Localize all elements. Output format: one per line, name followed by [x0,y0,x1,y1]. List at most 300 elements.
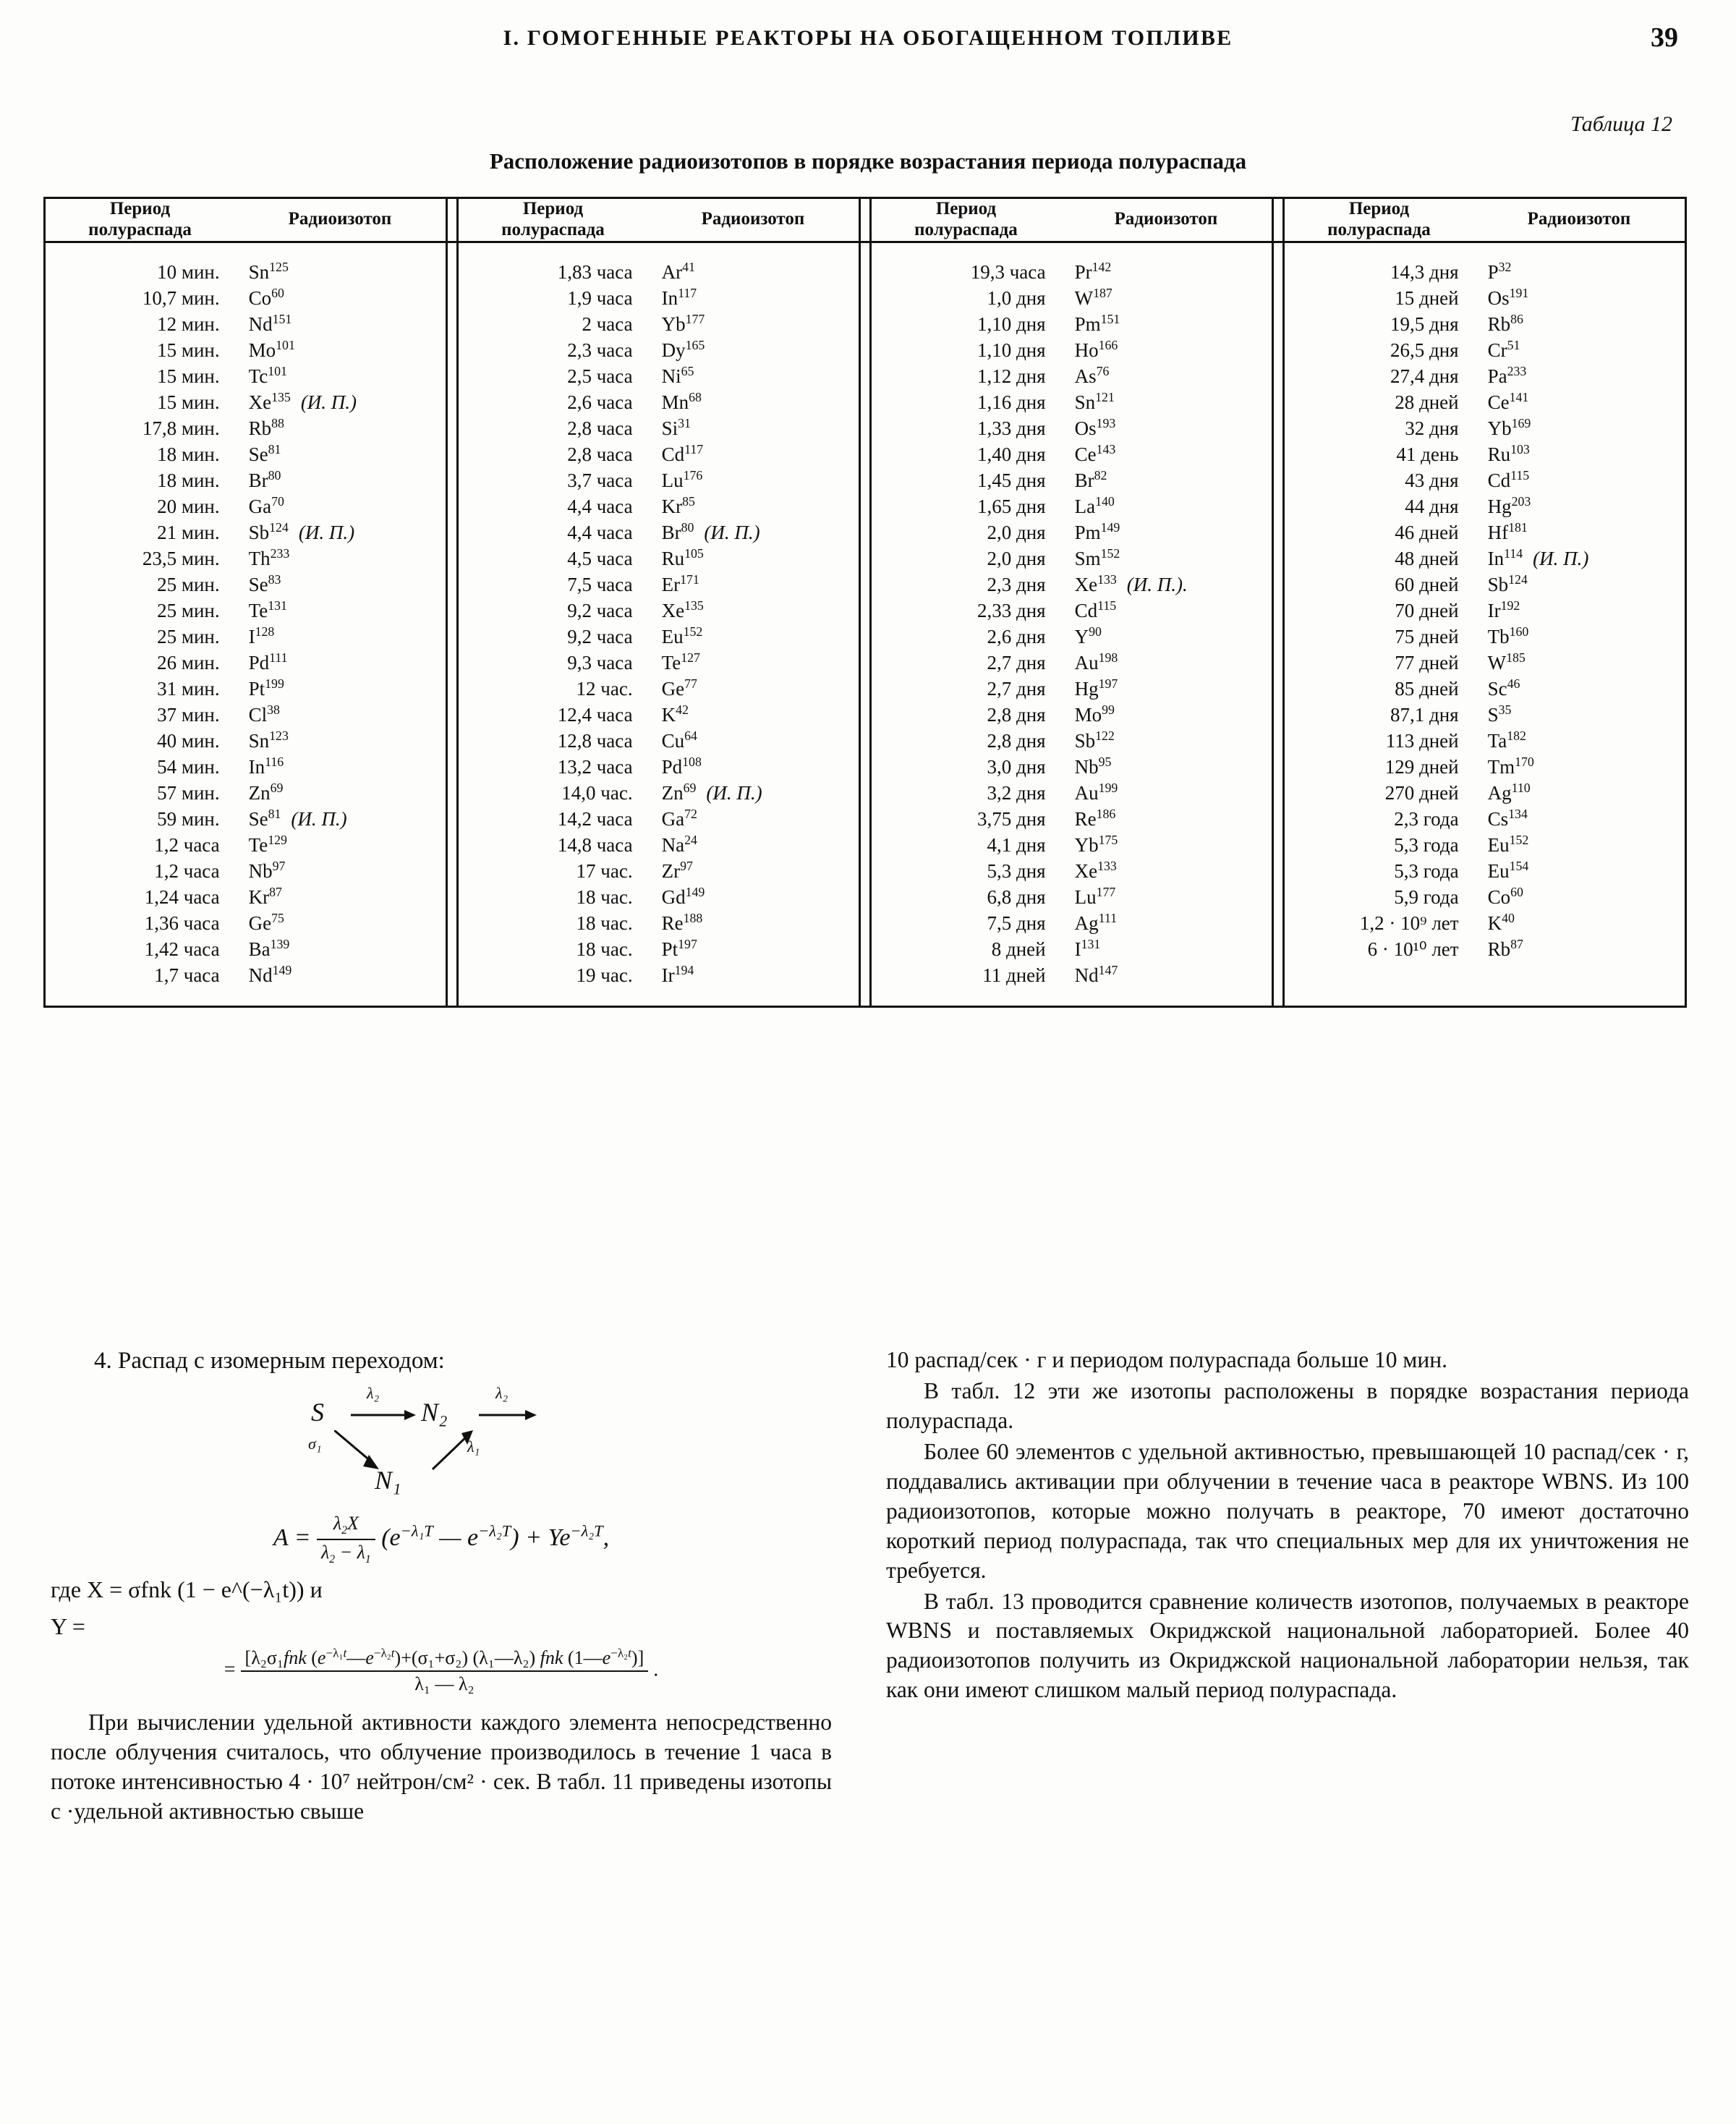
cell-isotope: Cu$^{64}$ [661,728,697,752]
cell-half-life: 10,7 мин. [142,286,220,309]
cell-half-life: 18 мин. [157,469,220,491]
right-paragraph-2: В табл. 12 эти же изотопы расположены в порядке возрастания периода полураспада. [886,1377,1689,1433]
cell-half-life: 41 день [1396,443,1459,465]
cell-isotope: Br$^{80}$ [248,467,281,491]
table-row [872,650,1272,676]
cell-isotope-note: (И. П.). [1126,573,1188,595]
cell-half-life: 5,3 года [1394,860,1459,883]
page-number: 39 [1651,22,1678,53]
cell-half-life: 3,0 дня [987,756,1046,778]
right-column [886,1346,1689,1707]
cell-isotope: Au$^{198}$ [1074,650,1118,674]
table-row [872,415,1272,441]
cell-isotope-note: (И. П.) [291,808,347,831]
cell-isotope: Xe$^{135}$ (И. П.) [248,389,357,413]
cell-half-life: 25 мин. [157,625,220,647]
cell-isotope-note: (И. П.) [298,521,355,543]
table-row [1285,754,1685,780]
table-row [872,441,1272,467]
table-row [46,728,446,754]
table-row [1285,519,1685,545]
cell-isotope: $W^{187}$ [1074,285,1112,309]
table-row [459,832,859,858]
table-row [46,467,446,493]
cell-isotope: $K^{42}$ [661,702,689,726]
cell-isotope: Pt$^{197}$ [661,937,697,961]
diagram-sigma1: σ₁ [308,1434,322,1453]
table-row [46,754,446,780]
table-number: Таблица 12 [1570,112,1672,136]
cell-isotope: Cs$^{134}$ [1487,807,1528,831]
cell-half-life: 2 часа [582,313,633,335]
cell-isotope: Pd$^{108}$ [661,755,702,778]
cell-isotope: Yb$^{169}$ [1487,415,1531,439]
cell-isotope: Ga$^{72}$ [661,807,697,831]
cell-isotope: Xe$^{133}$ [1074,859,1117,883]
cell-half-life: 18 мин. [157,443,220,465]
table-block-3 [870,242,1272,1007]
table-row [1285,285,1685,311]
cell-half-life: 44 дня [1405,495,1459,517]
cell-half-life: 18 час. [576,886,633,909]
table-row [1285,337,1685,363]
cell-isotope: Na$^{24}$ [661,833,697,857]
table-row [872,858,1272,884]
cell-half-life: 26 мин. [157,651,220,674]
cell-isotope: Zr$^{97}$ [661,859,693,883]
cell-isotope: Co$^{60}$ [1487,885,1523,909]
table-row [459,936,859,962]
table-row [1285,910,1685,936]
cell-isotope: Nb$^{95}$ [1074,755,1112,778]
cell-half-life: 87,1 дня [1390,704,1459,726]
decay-diagram [51,1384,832,1507]
table-row [1285,598,1685,624]
header-period-2: Период полураспада [501,199,605,239]
cell-isotope: Ba$^{139}$ [248,937,290,961]
table-row [872,624,1272,650]
cell-isotope: Kr$^{85}$ [661,493,695,517]
cell-isotope: Yb$^{175}$ [1074,833,1118,857]
cell-half-life: 6 · 10¹⁰ лет [1367,938,1459,961]
cell-isotope: Er$^{171}$ [661,572,699,595]
table-row [872,467,1272,493]
cell-isotope: $I^{131}$ [1074,937,1101,961]
cell-isotope: Sm$^{152}$ [1074,545,1120,569]
table-row [46,415,446,441]
cell-isotope: Re$^{188}$ [661,911,703,935]
column-separator-2 [859,198,870,242]
table-row [872,363,1272,389]
cell-isotope: Cd$^{117}$ [661,441,704,465]
table-row [459,598,859,624]
cell-isotope: Tc$^{101}$ [248,363,287,387]
cell-isotope: Ce$^{143}$ [1074,441,1116,465]
table-row [459,572,859,598]
cell-isotope: Ni$^{65}$ [661,363,694,387]
cell-isotope: Cl$^{38}$ [248,702,280,726]
cell-half-life: 57 мин. [157,782,220,804]
diagram-n1: N₁ [375,1465,401,1495]
cell-half-life: 2,0 дня [987,521,1046,543]
table-row [459,702,859,728]
table-row [46,806,446,832]
cell-half-life: 11 дней [982,964,1046,987]
cell-half-life: 60 дней [1395,573,1459,595]
header-period-1: Период полураспада [88,199,192,239]
cell-half-life: 9,2 часа [567,625,633,647]
where-line: где X = σfnk (1 − e^(−λ₁t)) и [51,1576,323,1603]
cell-isotope-note: (И. П.) [1533,547,1589,569]
table-row [46,259,446,285]
table-row [459,910,859,936]
cell-half-life: 43 дня [1405,469,1459,491]
cell-half-life: 1,45 дня [977,469,1046,491]
cell-half-life: 12,8 часа [557,730,633,752]
cell-half-life: 1,12 дня [977,365,1046,387]
cell-half-life: 15 мин. [157,339,220,361]
cell-half-life: 1,7 часа [154,964,220,987]
table-row [1285,624,1685,650]
cell-isotope: Ce$^{141}$ [1487,389,1529,413]
column-separator-1b [446,242,457,1007]
cell-isotope: La$^{140}$ [1074,493,1115,517]
cell-half-life: 12 час. [576,678,633,700]
cell-isotope: Te$^{129}$ [248,833,287,857]
cell-isotope: Ge$^{75}$ [248,911,284,935]
column-separator-3 [1272,198,1283,242]
cell-half-life: 1,36 часа [144,912,220,935]
cell-isotope: Se$^{83}$ [248,572,281,595]
cell-isotope: Pr$^{142}$ [1074,259,1112,283]
cell-half-life: 12 мин. [157,313,220,335]
table-row [459,389,859,415]
cell-half-life: 25 мин. [157,573,220,595]
table-row [46,311,446,337]
cell-half-life: 59 мин. [157,808,220,831]
cell-half-life: 3,2 дня [987,782,1046,804]
cell-isotope: Te$^{131}$ [248,598,287,621]
cell-isotope: Pt$^{199}$ [248,676,284,700]
table-row [872,728,1272,754]
cell-half-life: 2,7 дня [987,651,1046,674]
cell-isotope: Os$^{191}$ [1487,285,1529,309]
cell-isotope: $Y^{90}$ [1074,624,1102,647]
header-isotope-4: Радиоизотоп [1527,209,1631,229]
cell-isotope: Sn$^{121}$ [1074,389,1115,413]
cell-half-life: 19 час. [576,964,633,987]
cell-half-life: 12,4 часа [557,704,633,726]
cell-isotope: Se$^{81}$ [248,441,281,465]
cell-isotope: Xe$^{133}$ (И. П.). [1074,572,1188,595]
cell-isotope: Pm$^{151}$ [1074,311,1120,335]
table-row [872,780,1272,806]
table-header-row [45,198,1686,242]
cell-isotope: Pa$^{233}$ [1487,363,1527,387]
table-row [46,363,446,389]
table-row [459,728,859,754]
section-heading: 4. Распад с изомерным переходом: [94,1348,445,1374]
table-row [46,493,446,519]
cell-half-life: 15 мин. [157,365,220,387]
diagram-arrow-2 [479,1406,537,1424]
cell-isotope: Si$^{31}$ [661,415,691,439]
cell-half-life: 54 мин. [157,756,220,778]
cell-half-life: 1,2 часа [154,834,220,857]
cell-isotope: Eu$^{152}$ [661,624,703,647]
table-row [1285,728,1685,754]
cell-isotope: Eu$^{152}$ [1487,833,1529,857]
cell-isotope: Nd$^{151}$ [248,311,292,335]
cell-isotope: $S^{35}$ [1487,702,1512,726]
cell-half-life: 19,5 дня [1390,313,1459,335]
cell-half-life: 1,33 дня [977,417,1046,439]
cell-half-life: 2,6 часа [567,391,633,413]
table-row [46,962,446,988]
right-paragraph-3: Более 60 элементов с удельной активностью, превышающей 10 распад/сек · г, поддавались активации при облучении в течение часа в реакторе WBNS. Из 100 радиоизотопов, которые можно получать в реакторе, 70 имеют достаточно короткий период полураспада, так что специальных мер для их уничтожения не требуется. [886,1438,1689,1583]
cell-half-life: 1,9 часа [567,286,633,309]
cell-half-life: 1,2 · 10⁹ лет [1359,912,1459,935]
table-row [46,676,446,702]
table-row [459,259,859,285]
table-row [459,467,859,493]
cell-isotope: Ir$^{194}$ [661,963,694,987]
cell-isotope: Cr$^{51}$ [1487,337,1520,361]
table-row [459,624,859,650]
cell-half-life: 21 мин. [157,521,220,543]
table-row [872,598,1272,624]
table-row [1285,884,1685,910]
cell-isotope: Pd$^{111}$ [248,650,288,674]
cell-isotope: Au$^{199}$ [1074,781,1118,804]
cell-isotope: $I^{128}$ [248,624,275,647]
table-row [1285,389,1685,415]
cell-half-life: 7,5 часа [567,573,633,595]
cell-isotope: Ho$^{166}$ [1074,337,1118,361]
cell-half-life: 20 мин. [157,495,220,517]
cell-isotope: Sn$^{123}$ [248,728,289,752]
cell-isotope: Rb$^{88}$ [248,415,284,439]
table-row [1285,467,1685,493]
cell-half-life: 28 дней [1395,391,1459,413]
cell-isotope: Ir$^{192}$ [1487,598,1520,621]
cell-half-life: 4,5 часа [567,547,633,569]
cell-isotope: Br$^{80}$ (И. П.) [661,519,760,543]
cell-half-life: 1,0 дня [987,286,1046,309]
table-row [872,910,1272,936]
table-row [1285,363,1685,389]
cell-half-life: 5,9 года [1394,886,1459,909]
table-row [459,363,859,389]
cell-isotope: Sn$^{125}$ [248,259,289,283]
cell-half-life: 7,5 дня [987,912,1046,935]
cell-isotope: Lu$^{176}$ [661,467,703,491]
cell-isotope: Hf$^{181}$ [1487,519,1528,543]
cell-isotope: Dy$^{165}$ [661,337,705,361]
table-row [459,311,859,337]
cell-half-life: 1,83 часа [557,260,633,283]
running-head: I. ГОМОГЕННЫЕ РЕАКТОРЫ НА ОБОГАЩЕННОМ ТОПЛИВЕ [503,26,1233,50]
table-row [459,884,859,910]
table-row [459,493,859,519]
cell-half-life: 1,10 дня [977,313,1046,335]
diagram-s: S [311,1397,324,1427]
cell-isotope: As$^{76}$ [1074,363,1110,387]
cell-isotope: Sb$^{124}$ (И. П.) [248,519,355,543]
left-paragraph: При вычислении удельной активности каждого элемента непосредственно после облучения считалось, что облучение производилось в течение 1 часа в потоке интенсивностью 4 · 10⁷ нейтрон/см² · сек. В табл. 11 приведены изотопы с ·удельной активностью свыше [51,1709,832,1824]
table-row [1285,936,1685,962]
table-row [46,519,446,545]
cell-half-life: 46 дней [1395,521,1459,543]
table-row [46,545,446,572]
table-row [459,806,859,832]
cell-isotope: Sb$^{124}$ [1487,572,1528,595]
cell-half-life: 9,3 часа [567,651,633,674]
cell-isotope: Ru$^{103}$ [1487,441,1530,465]
header-period-4: Период полураспада [1327,199,1431,239]
cell-half-life: 70 дней [1395,599,1459,621]
cell-half-life: 5,3 года [1394,834,1459,857]
text-columns [51,1346,1689,2091]
table-row [46,389,446,415]
cell-isotope: Cd$^{115}$ [1487,467,1530,491]
cell-half-life: 14,2 часа [557,808,633,831]
cell-half-life: 1,10 дня [977,339,1046,361]
cell-half-life: 113 дней [1385,730,1459,752]
table-row [1285,545,1685,572]
header-isotope-2: Радиоизотоп [701,209,805,229]
cell-half-life: 23,5 мин. [142,547,220,569]
table-row [872,389,1272,415]
table-row [46,780,446,806]
table-row [1285,806,1685,832]
cell-half-life: 14,3 дня [1390,260,1459,283]
cell-isotope: Pm$^{149}$ [1074,519,1120,543]
table-block-1 [45,242,447,1007]
cell-half-life: 2,8 дня [987,730,1046,752]
table-row [46,884,446,910]
cell-isotope: Co$^{60}$ [248,285,284,309]
cell-half-life: 27,4 дня [1390,365,1459,387]
header-period-3: Период полураспада [914,199,1018,239]
table-row [459,545,859,572]
table-row [1285,572,1685,598]
cell-isotope: Mn$^{68}$ [661,389,702,413]
table-row [1285,415,1685,441]
right-paragraph-1: 10 распад/сек · г и периодом полураспада больше 10 мин. [886,1347,1447,1372]
cell-isotope: Zn$^{69}$ (И. П.) [661,781,762,804]
cell-half-life: 85 дней [1395,678,1459,700]
isotope-table [43,197,1687,1008]
cell-isotope: $K^{40}$ [1487,911,1515,935]
cell-isotope: Re$^{186}$ [1074,807,1116,831]
cell-half-life: 18 час. [576,938,633,961]
cell-half-life: 75 дней [1395,625,1459,647]
cell-isotope-note: (И. П.) [706,782,762,804]
table-row [872,806,1272,832]
isotope-table-wrapper [43,197,1687,1008]
cell-half-life: 18 час. [576,912,633,935]
diagram-arrow-1 [351,1406,416,1424]
cell-isotope: Mo$^{99}$ [1074,702,1115,726]
cell-half-life: 17 час. [576,860,633,883]
cell-half-life: 2,33 дня [977,599,1046,621]
cell-isotope: Hg$^{197}$ [1074,676,1118,700]
cell-isotope: Rb$^{87}$ [1487,937,1523,961]
cell-isotope: In$^{116}$ [248,755,284,778]
formula-a: A = $\frac{\lambda_2X}{\lambda_2 - \lambda_1}$ ($e^{-\lambda_1T}$ — $e^{-\lambda_2T}) + Ye^{-\lambda_2T}$, [273,1512,610,1566]
table-row [872,936,1272,962]
cell-isotope: Tb$^{160}$ [1487,624,1529,647]
table-row [872,493,1272,519]
cell-isotope: Nd$^{149}$ [248,963,292,987]
cell-half-life: 3,7 часа [567,469,633,491]
table-row [46,910,446,936]
cell-isotope: Nb$^{97}$ [248,859,286,883]
cell-half-life: 2,8 дня [987,704,1046,726]
cell-half-life: 25 мин. [157,599,220,621]
table-row [46,441,446,467]
cell-half-life: 19,3 часа [970,260,1046,283]
cell-isotope: Nd$^{147}$ [1074,963,1118,987]
table-row [459,858,859,884]
cell-isotope: Ge$^{77}$ [661,676,697,700]
cell-half-life: 5,3 дня [987,860,1046,883]
table-row [459,754,859,780]
diagram-lambda2-arrow: λ₂ [495,1383,509,1402]
cell-isotope: Ag$^{110}$ [1487,781,1531,804]
cell-half-life: 2,5 часа [567,365,633,387]
cell-isotope-note: (И. П.) [704,521,760,543]
cell-isotope: Eu$^{154}$ [1487,859,1529,883]
table-row [46,337,446,363]
table-row [1285,702,1685,728]
cell-half-life: 4,1 дня [987,834,1046,857]
header-isotope-1: Радиоизотоп [288,209,392,229]
cell-half-life: 2,7 дня [987,678,1046,700]
table-row [1285,493,1685,519]
cell-half-life: 15 дней [1395,286,1459,309]
cell-isotope: Ta$^{182}$ [1487,728,1526,752]
cell-isotope: Kr$^{87}$ [248,885,282,909]
table-row [46,598,446,624]
cell-half-life: 17,8 мин. [142,417,220,439]
cell-isotope: Gd$^{149}$ [661,885,705,909]
cell-isotope: In$^{117}$ [661,285,697,309]
cell-half-life: 31 мин. [157,678,220,700]
cell-half-life: 32 дня [1405,417,1459,439]
table-row [1285,259,1685,285]
table-row [872,754,1272,780]
table-row [46,702,446,728]
table-body-row [45,242,1686,1007]
column-separator-3b [1272,242,1283,1007]
table-row [459,337,859,363]
cell-isotope: Te$^{127}$ [661,650,700,674]
cell-isotope: $P^{32}$ [1487,259,1512,283]
cell-isotope: Os$^{193}$ [1074,415,1116,439]
cell-half-life: 2,3 года [1394,808,1459,831]
table-row [459,780,859,806]
cell-half-life: 1,24 часа [144,886,220,909]
cell-isotope: Mo$^{101}$ [248,337,295,361]
cell-isotope: Br$^{82}$ [1074,467,1107,491]
cell-isotope: Zn$^{69}$ [248,781,284,804]
table-row [1285,780,1685,806]
cell-isotope: Xe$^{135}$ [661,598,704,621]
table-row [872,676,1272,702]
table-row [872,337,1272,363]
